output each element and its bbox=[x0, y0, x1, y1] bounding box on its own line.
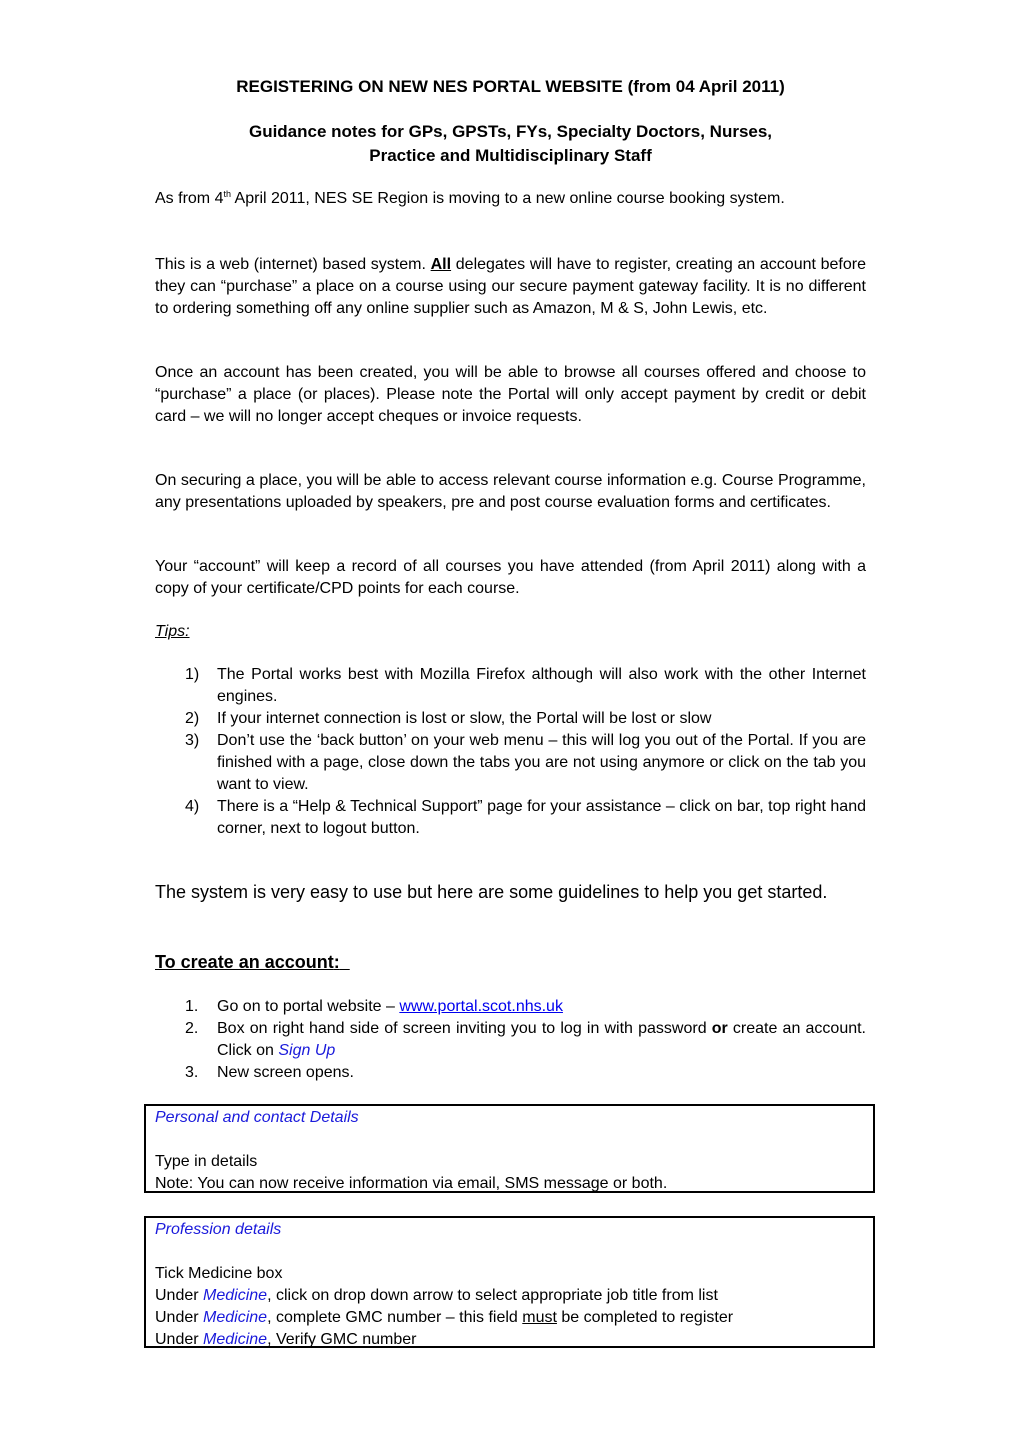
tip-item: 3) Don’t use the ‘back button’ on your web menu – this will log you out of the Portal. If you are finished with a page, close down the tabs you are not using anymore or click on the tab you want to view. bbox=[185, 732, 866, 793]
sign-up-link[interactable]: Sign Up bbox=[278, 1042, 336, 1059]
profession-details-heading: Profession details bbox=[155, 1221, 282, 1238]
step-item: 3. New screen opens. bbox=[185, 1064, 354, 1081]
profession-details-box bbox=[144, 1216, 875, 1348]
profession-line: Tick Medicine box bbox=[155, 1265, 283, 1282]
profession-line: Under Medicine, complete GMC number – this field must be completed to register bbox=[155, 1309, 734, 1326]
personal-details-note: Note: You can now receive information via email, SMS message or both. bbox=[155, 1175, 668, 1192]
create-account-heading: To create an account: bbox=[155, 952, 340, 972]
ordinal-suffix: th bbox=[223, 189, 231, 199]
account-paragraph: Once an account has been created, you will be able to browse all courses offered and choose to “purchase” a place (or places). Please note the Portal will only accept payment by credit or debit card – we will no longer accept cheques or invoice requests. bbox=[155, 364, 866, 425]
subtitle-line-2: Practice and Multidisciplinary Staff bbox=[369, 146, 652, 165]
tips-list bbox=[155, 664, 866, 840]
personal-contact-details-box bbox=[144, 1104, 875, 1193]
create-account-steps bbox=[155, 996, 866, 1084]
account-record-paragraph: Your “account” will keep a record of all courses you have attended (from April 2011) along with a copy of your certificate/CPD points for each course. bbox=[155, 558, 866, 597]
step-item: 2. Box on right hand side of screen inviting you to log in with password or create an account. Click on Sign Up bbox=[185, 1020, 867, 1059]
document-title: REGISTERING ON NEW NES PORTAL WEBSITE (from 04 April 2011) bbox=[236, 77, 785, 96]
step-item: 1. Go on to portal website – www.portal.scot.nhs.uk bbox=[185, 998, 563, 1015]
tip-item: 2) If your internet connection is lost or slow, the Portal will be lost or slow bbox=[185, 710, 712, 727]
securing-place-paragraph: On securing a place, you will be able to access relevant course information e.g. Course Programme, any presentations uploaded by speakers, pre and post course evaluation forms and certificates. bbox=[155, 472, 866, 511]
tips-label: Tips: bbox=[155, 623, 190, 640]
tip-item: 4) There is a “Help & Technical Support” page for your assistance – click on bar, top right hand corner, next to logout button. bbox=[185, 798, 866, 837]
profession-line: Under Medicine, click on drop down arrow to select appropriate job title from list bbox=[155, 1287, 718, 1304]
personal-details-line: Type in details bbox=[155, 1153, 258, 1170]
subtitle-line-1: Guidance notes for GPs, GPSTs, FYs, Specialty Doctors, Nurses, bbox=[248, 122, 773, 141]
profession-line: Under Medicine, Verify GMC number bbox=[155, 1331, 417, 1348]
web-system-paragraph: This is a web (internet) based system. All delegates will have to register, creating an account before they can “purchase” a place on a course using our secure payment gateway facility. It is no different to ordering something off any online supplier such as Amazon, M & S, John Lewis, etc. bbox=[155, 256, 866, 317]
all-emphasis: All bbox=[430, 256, 452, 273]
tip-item: 1) The Portal works best with Mozilla Firefox although will also work with the other Internet engines. bbox=[185, 666, 866, 705]
document-subtitle bbox=[155, 120, 866, 168]
guidelines-intro: The system is very easy to use but here are some guidelines to help you get started. bbox=[155, 882, 828, 902]
personal-details-heading: Personal and contact Details bbox=[155, 1109, 359, 1126]
portal-website-link[interactable]: www.portal.scot.nhs.uk bbox=[399, 998, 563, 1015]
intro-paragraph: As from 4th April 2011, NES SE Region is moving to a new online course booking system. bbox=[155, 189, 785, 207]
